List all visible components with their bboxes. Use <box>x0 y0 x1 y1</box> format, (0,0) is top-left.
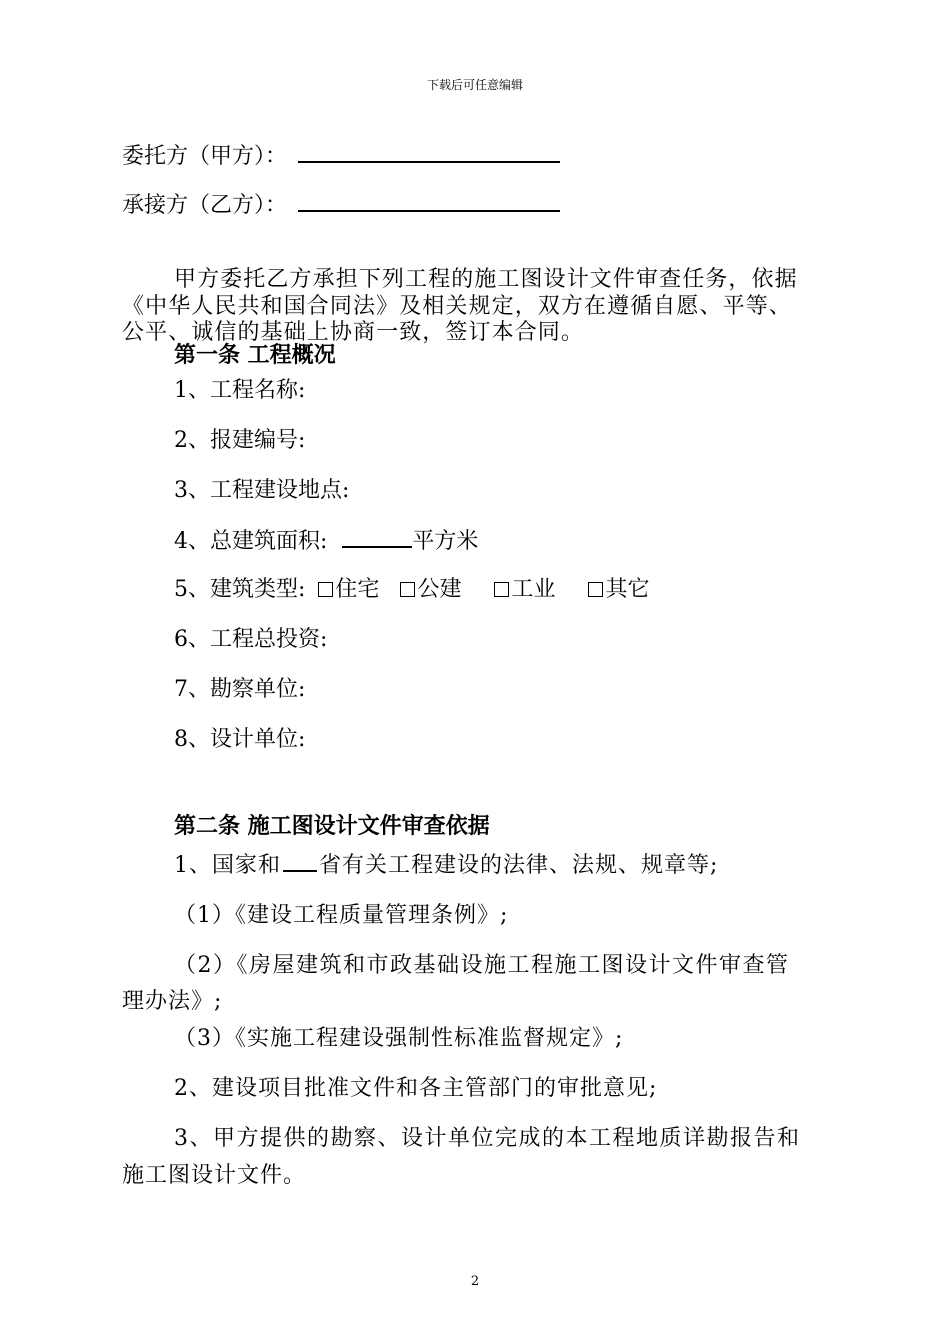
type-label-residential: 住宅 <box>335 577 380 602</box>
article-2-item-2: 2、建设项目批准文件和各主管部门的审批意见; <box>174 1076 658 1101</box>
party-a-label: 委托方（甲方）： <box>122 144 288 169</box>
checkbox-icon[interactable] <box>400 582 415 597</box>
article-2-item-3-line-1: 3、甲方提供的勘察、设计单位完成的本工程地质详勘报告和 <box>174 1126 801 1151</box>
article-2-item-3-line-2: 施工图设计文件。 <box>122 1163 307 1188</box>
article-2-sub-2-line-2: 理办法》; <box>122 989 223 1014</box>
article-2-item-1-post: 省有关工程建设的法律、法规、规章等; <box>319 853 719 878</box>
article-2-item-1-pre: 1、国家和 <box>174 853 281 878</box>
page-header: 下载后可任意编辑 <box>426 78 523 92</box>
checkbox-icon[interactable] <box>588 582 603 597</box>
article-2-sub-1: （1）《建设工程质量管理条例》; <box>174 903 509 928</box>
article-1-item-3: 3、工程建设地点: <box>174 478 350 503</box>
party-b-row <box>122 192 560 219</box>
area-unit: 平方米 <box>412 529 479 554</box>
article-1-item-5-row <box>174 577 663 603</box>
type-option-industrial[interactable] <box>494 577 555 602</box>
article-1-item-5: 5、建筑类型: <box>174 577 306 602</box>
article-1-title: 第一条 工程概况 <box>174 342 336 368</box>
type-label-public: 公建 <box>417 577 462 602</box>
article-1-item-8: 8、设计单位: <box>174 727 306 752</box>
type-option-public[interactable] <box>400 577 461 602</box>
intro-line-3: 公平、诚信的基础上协商一致，签订本合同。 <box>122 320 585 345</box>
party-a-row <box>122 143 560 170</box>
article-2-sub-3: （3）《实施工程建设强制性标准监督规定》; <box>174 1026 624 1051</box>
article-1-item-7: 7、勘察单位: <box>174 677 306 702</box>
province-blank[interactable] <box>283 852 317 872</box>
article-1-item-4: 4、总建筑面积: <box>174 529 328 554</box>
article-1-item-6: 6、工程总投资: <box>174 627 328 652</box>
intro-line-2: 《中华人民共和国合同法》及相关规定，双方在遵循自愿、平等、 <box>122 294 792 319</box>
checkbox-icon[interactable] <box>318 582 333 597</box>
article-1-item-2: 2、报建编号: <box>174 428 306 453</box>
article-1-item-1: 1、工程名称: <box>174 378 306 403</box>
type-label-other: 其它 <box>605 577 650 602</box>
party-a-blank[interactable] <box>298 143 560 163</box>
page-number: 2 <box>470 1274 480 1289</box>
article-1-item-4-row <box>174 528 478 555</box>
party-b-blank[interactable] <box>298 192 560 212</box>
type-option-residential[interactable] <box>318 577 379 602</box>
area-blank[interactable] <box>342 528 412 548</box>
party-b-label: 承接方（乙方）： <box>122 193 288 218</box>
type-option-other[interactable] <box>588 577 649 602</box>
article-2-item-1-row <box>174 852 718 879</box>
article-2-sub-2-line-1: （2）《房屋建筑和市政基础设施工程施工图设计文件审查管 <box>174 953 790 978</box>
checkbox-icon[interactable] <box>494 582 509 597</box>
article-2-title: 第二条 施工图设计文件审查依据 <box>174 813 490 839</box>
type-label-industrial: 工业 <box>511 577 556 602</box>
intro-line-1: 甲方委托乙方承担下列工程的施工图设计文件审查任务，依据 <box>174 267 798 292</box>
